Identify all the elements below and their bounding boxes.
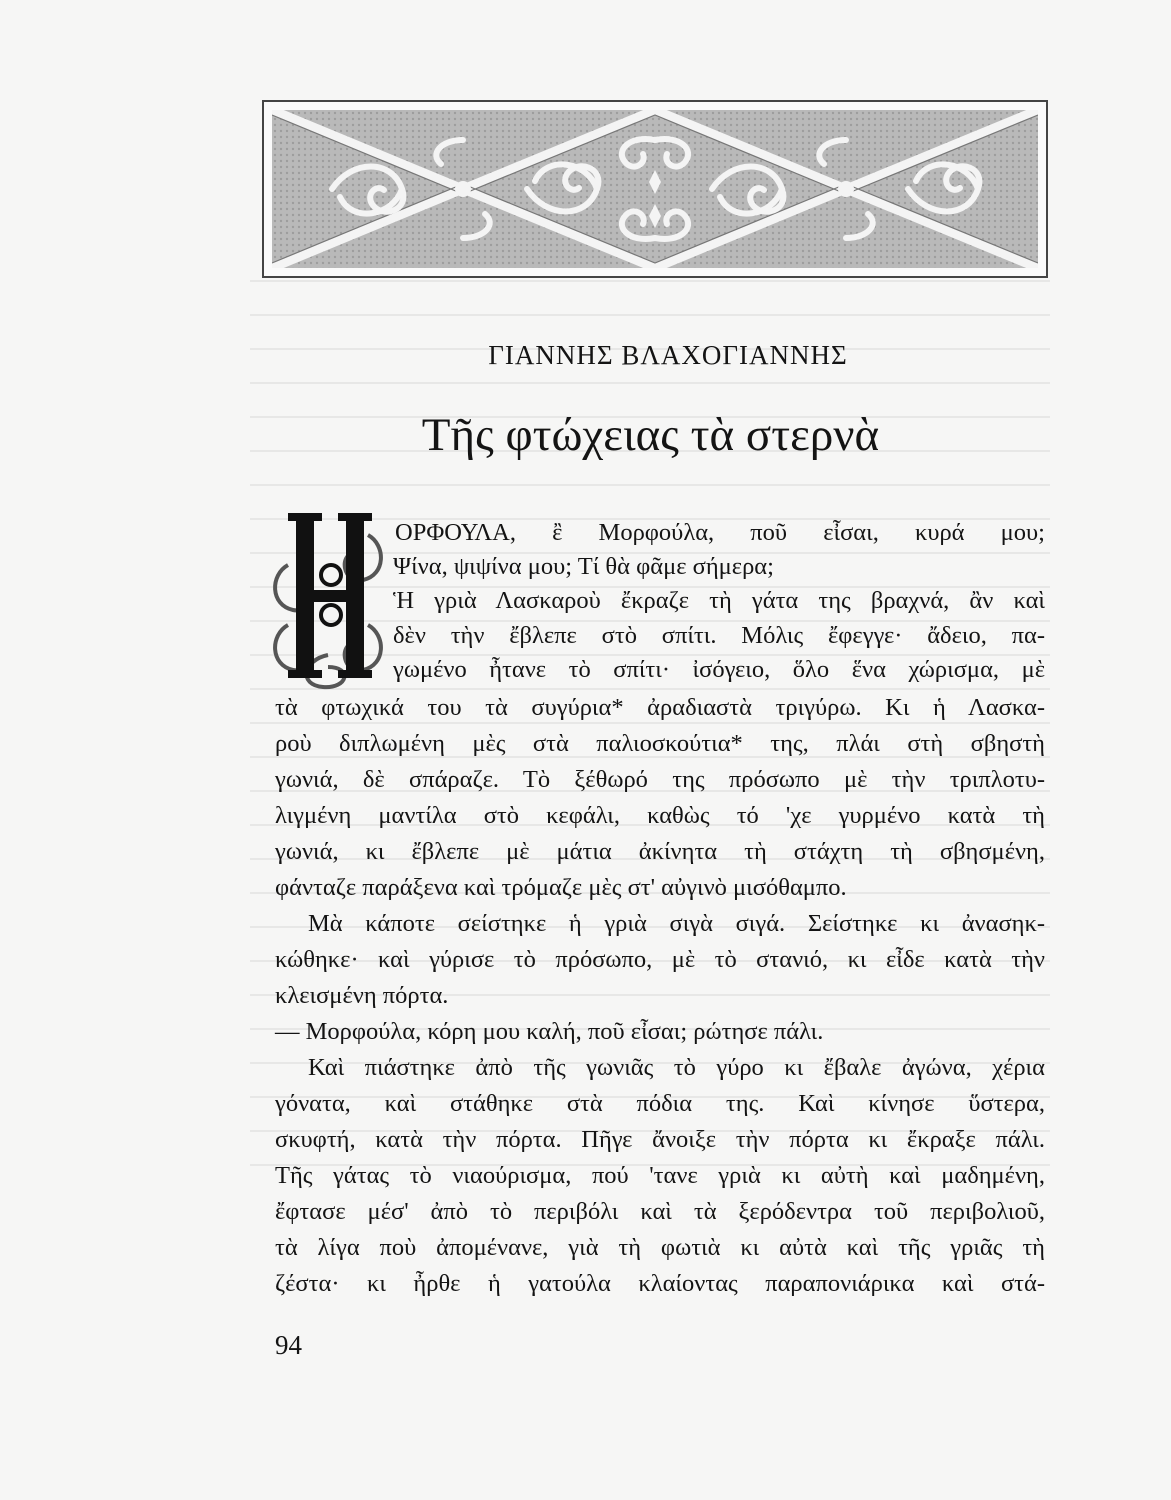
text-line: Ἡ γριὰ Λασκαροὺ ἔκραζε τὴ γάτα της βραχνά, ἂν καὶ bbox=[393, 587, 1045, 614]
drop-cap-letter bbox=[388, 505, 389, 506]
text-line: φάνταζε παράξενα καὶ τρόμαζε μὲς στ' αὐγινὸ μισόθαμπο. bbox=[275, 874, 847, 901]
text-line: — Μορφούλα, κόρη μου καλή, ποῦ εἶσαι; ρώτησε πάλι. bbox=[275, 1018, 824, 1045]
text-line: ροὺ διπλωμένη μὲς στὰ παλιοσκούτια* της, πλάι στὴ σβηστὴ bbox=[275, 730, 1045, 757]
text-line: σκυφτή, κατὰ τὴν πόρτα. Πῆγε ἄνοιξε τὴν πόρτα κι ἔκραξε πάλι. bbox=[275, 1126, 1045, 1153]
text-line: ΟΡΦΟΥΛΑ, ἒ Μορφούλα, ποῦ εἶσαι, κυρά μου; bbox=[395, 519, 1045, 546]
text-line: γόνατα, καὶ στάθηκε στὰ πόδια της. Καὶ κίνησε ὕστερα, bbox=[275, 1090, 1045, 1117]
author-name: ΓΙΑΝΝΗΣ ΒΛΑΧΟΓΙΑΝΝΗΣ bbox=[488, 340, 848, 370]
text-line: τὰ λίγα ποὺ ἀπομένανε, γιὰ τὴ φωτιὰ κι αὐτὰ καὶ τῆς γριᾶς τὴ bbox=[275, 1234, 1045, 1261]
decorative-banner bbox=[262, 100, 1048, 278]
page-number: 94 bbox=[275, 1330, 302, 1360]
text-line: γωνιά, δὲ σπάραζε. Τὸ ξέθωρό της πρόσωπο μὲ τὴν τριπλοτυ- bbox=[275, 766, 1045, 793]
text-line: Τῆς γάτας τὸ νιαούρισμα, πού 'τανε γριὰ κι αὐτὴ καὶ μαδημένη, bbox=[275, 1162, 1045, 1189]
text-line: κώθηκε· καὶ γύρισε τὸ πρόσωπο, μὲ τὸ στανιό, κι εἶδε κατὰ τὴν bbox=[275, 946, 1045, 973]
text-line: Καὶ πιάστηκε ἀπὸ τῆς γωνιᾶς τὸ γύρο κι ἔβαλε ἀγώνα, χέρια bbox=[308, 1054, 1045, 1081]
text-line: Ψίνα, ψιψίνα μου; Τί θὰ φᾶμε σήμερα; bbox=[393, 553, 774, 580]
drop-cap-ornament bbox=[268, 505, 388, 690]
page-title: Τῆς φτώχειας τὰ στερνὰ bbox=[421, 409, 880, 461]
text-line: κλεισμένη πόρτα. bbox=[275, 982, 449, 1009]
text-line: Μὰ κάποτε σείστηκε ἡ γριὰ σιγὰ σιγά. Σείστηκε κι ἀνασηκ- bbox=[308, 910, 1045, 937]
drop-cap-initial bbox=[268, 505, 388, 690]
arabesque-ornament bbox=[272, 110, 1038, 268]
text-line: ζέστα· κι ἦρθε ἡ γατούλα κλαίοντας παραπονιάρικα καὶ στά- bbox=[275, 1270, 1045, 1297]
text-line: γωνιά, κι ἔβλεπε μὲ μάτια ἀκίνητα τὴ στάχτη τὴ σβησμένη, bbox=[275, 838, 1045, 865]
text-line: γωμένο ἦτανε τὸ σπίτι· ἰσόγειο, ὅλο ἕνα χώρισμα, μὲ bbox=[393, 656, 1045, 683]
text-line: λιγμένη μαντίλα στὸ κεφάλι, καθὼς τό 'χε γυρμένο κατὰ τὴ bbox=[275, 802, 1045, 829]
text-line: ἔφτασε μέσ' ἀπὸ τὸ περιβόλι καὶ τὰ ξερόδεντρα τοῦ περιβολιοῦ, bbox=[275, 1198, 1045, 1225]
text-line: δὲν τὴν ἔβλεπε στὸ σπίτι. Μόλις ἔφεγγε· ἄδειο, πα- bbox=[393, 622, 1045, 649]
text-line: τὰ φτωχικά του τὰ συγύρια* ἀραδιαστὰ τριγύρω. Κι ἡ Λασκα- bbox=[275, 694, 1045, 721]
